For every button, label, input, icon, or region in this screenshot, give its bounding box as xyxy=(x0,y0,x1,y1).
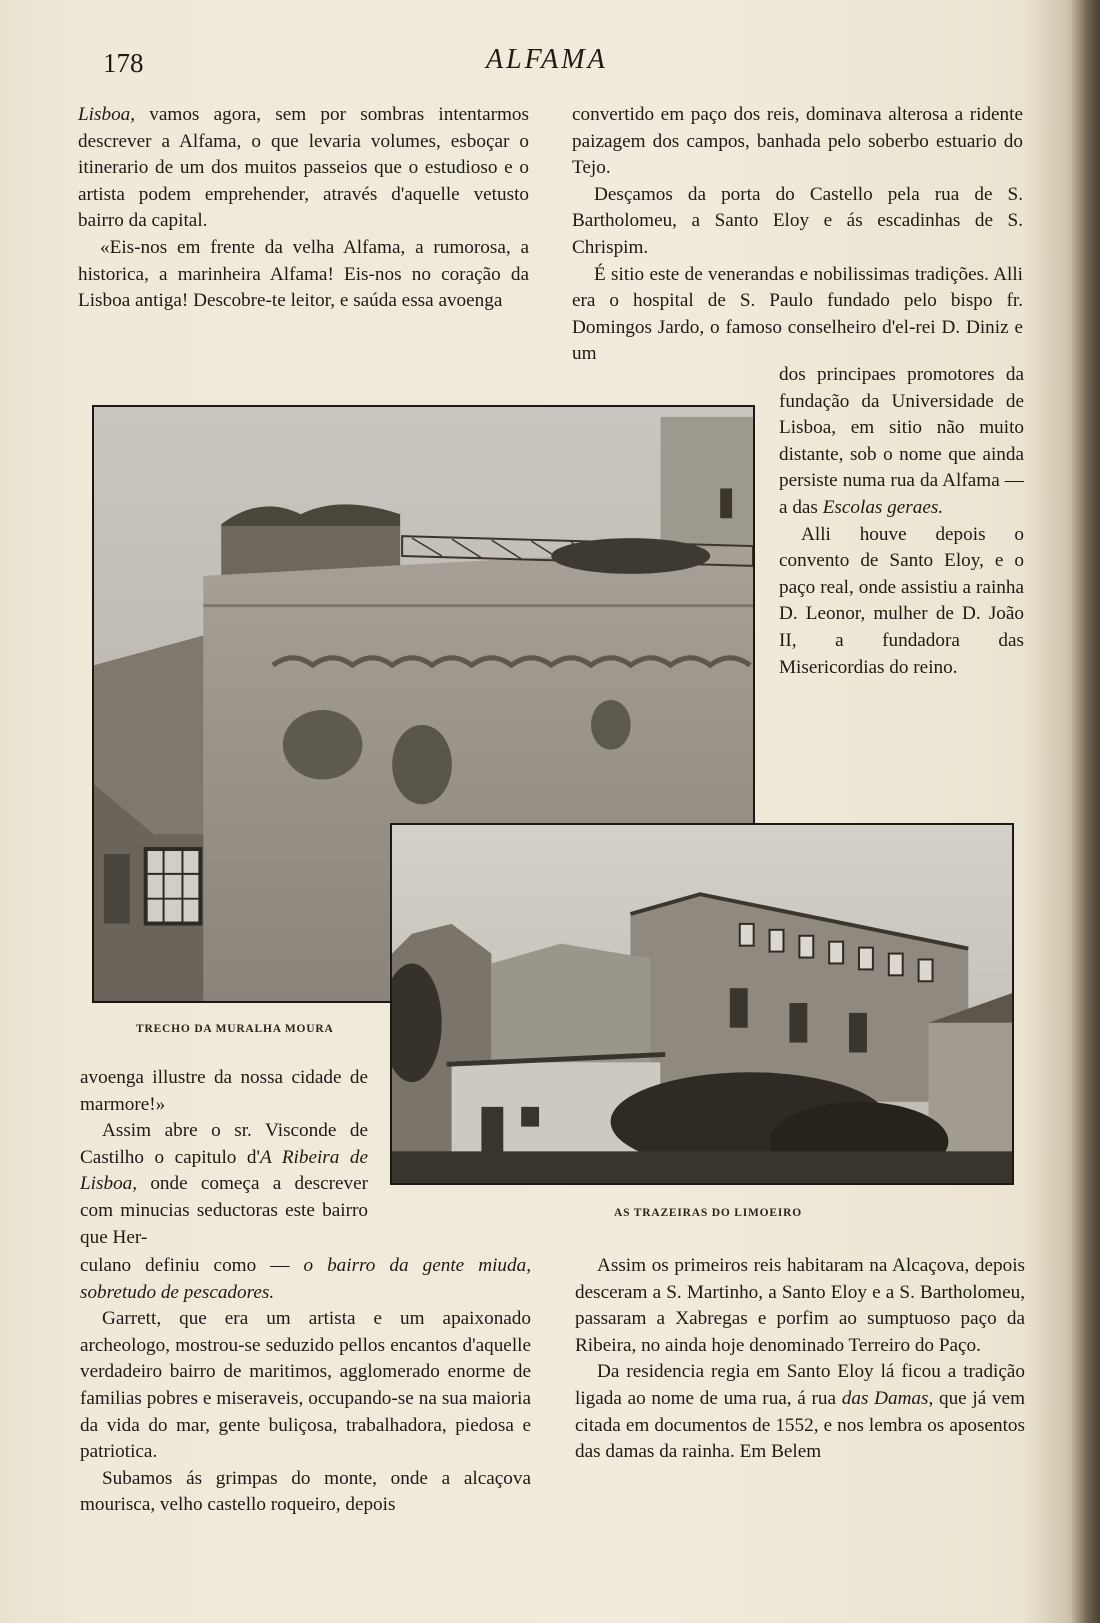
text-column-right-bottom xyxy=(575,1253,1025,1466)
italic-text: A Ribeira de Lisboa, xyxy=(80,1146,368,1195)
paragraph xyxy=(80,1118,368,1251)
paragraph xyxy=(779,362,1024,522)
caption-photo-limoeiro: AS TRAZEIRAS DO LIMOEIRO xyxy=(614,1207,803,1219)
text-column-right-top xyxy=(572,102,1023,368)
paragraph: Assim os primeiros reis habitaram na Alcaçova, depois desceram a S. Martinho, a Santo Eloy e a S. Bartholomeu, passaram a Xabregas e porfim ao sumptuoso paço da Ribeira, no ainda hoje denominado Terreiro do Paço. xyxy=(575,1255,1025,1356)
paragraph-text: Assim abre o sr. Visconde de Castilho o capitulo d' xyxy=(80,1120,368,1168)
paragraph xyxy=(80,1253,531,1306)
paragraph: Desçamos da porta do Castello pela rua de S. Bartholomeu, a Santo Eloy e ás escadinhas de S. Chrispim. xyxy=(572,183,1023,258)
paragraph-text: onde começa a descrever com minucias seductoras este bairro que Her- xyxy=(80,1173,368,1248)
page-number: 178 xyxy=(103,48,144,78)
italic-text: o bairro da gente miuda, sobretudo de pescadores. xyxy=(80,1255,531,1303)
paragraph: É sitio este de venerandas e nobilissimas tradições. Alli era o hospital de S. Paulo fundado pelo bispo fr. Domingos Jardo, o famoso conselheiro d'el-rei D. Diniz e um xyxy=(572,263,1023,365)
italic-text: Escolas geraes. xyxy=(822,496,944,518)
paragraph: Subamos ás grimpas do monte, onde a alcaçova mourisca, velho castello roqueiro, depois xyxy=(80,1467,531,1516)
paragraph: avoenga illustre da nossa cidade de marmore!» xyxy=(80,1067,368,1115)
paragraph: Alli houve depois o convento de Santo Eloy, e o paço real, onde assistiu a rainha D. Leonor, mulher de D. João II, a fundadora das Misericordias do reino. xyxy=(779,523,1024,678)
paragraph-text: Da residencia regia em Santo Eloy lá ficou a tradição ligada ao nome de uma rua, á rua xyxy=(575,1361,1025,1409)
photo-trazeiras-limoeiro xyxy=(390,823,1014,1185)
paragraph-text: vamos agora, sem por sombras intentarmos descrever a Alfama, o que levaria volumes, esboçar o itinerario de um dos muitos passeios que o estudioso e o artista podem emprehender, através d'aquelle vetusto bairro da capital. xyxy=(78,104,529,232)
running-title: ALFAMA xyxy=(486,44,608,75)
paragraph: Garrett, que era um artista e um apaixonado archeologo, mostrou-se seduzido pellos encantos d'aquelle verdadeiro bairro de maritimos, agglomerado enorme de familias pobres e miseraveis, occupando-se na sua maioria da vida do mar, gente buliçosa, trabalhadora, piedosa e patriotica. xyxy=(80,1308,531,1463)
paragraph: convertido em paço dos reis, dominava alterosa a ridente paizagem dos campos, banhada pelo soberbo estuario do Tejo. xyxy=(572,104,1023,179)
text-column-narrow xyxy=(779,362,1024,681)
italic-text: das Damas, xyxy=(841,1387,934,1409)
paragraph-text: que já vem citada em documentos de 1552, e nos lembra os aposentos das damas da rainha. Em Belem xyxy=(575,1387,1025,1463)
caption-photo-wall: TRECHO DA MURALHA MOURA xyxy=(136,1023,334,1035)
paragraph-text: culano definiu como — xyxy=(80,1255,304,1276)
photo-building-illustration xyxy=(392,825,1012,1183)
paragraph-text: dos principaes promotores da fundação da Universidade de Lisboa, em sitio não muito distante, sob o nome que ainda persiste numa rua da Alfama — a das xyxy=(779,364,1024,518)
text-column-left-bottom xyxy=(80,1253,531,1519)
paragraph: «Eis-nos em frente da velha Alfama, a rumorosa, a historica, a marinheira Alfama! Eis-nos no coração da Lisboa antiga! Descobre-te leitor, e saúda essa avoenga xyxy=(78,236,529,312)
italic-lead: Lisboa, xyxy=(78,104,136,125)
paragraph xyxy=(575,1359,1025,1465)
text-column-left-top xyxy=(78,102,529,315)
page-edge-shadow xyxy=(1072,0,1100,1623)
text-column-left-middle xyxy=(80,1065,368,1251)
paragraph xyxy=(78,102,529,235)
